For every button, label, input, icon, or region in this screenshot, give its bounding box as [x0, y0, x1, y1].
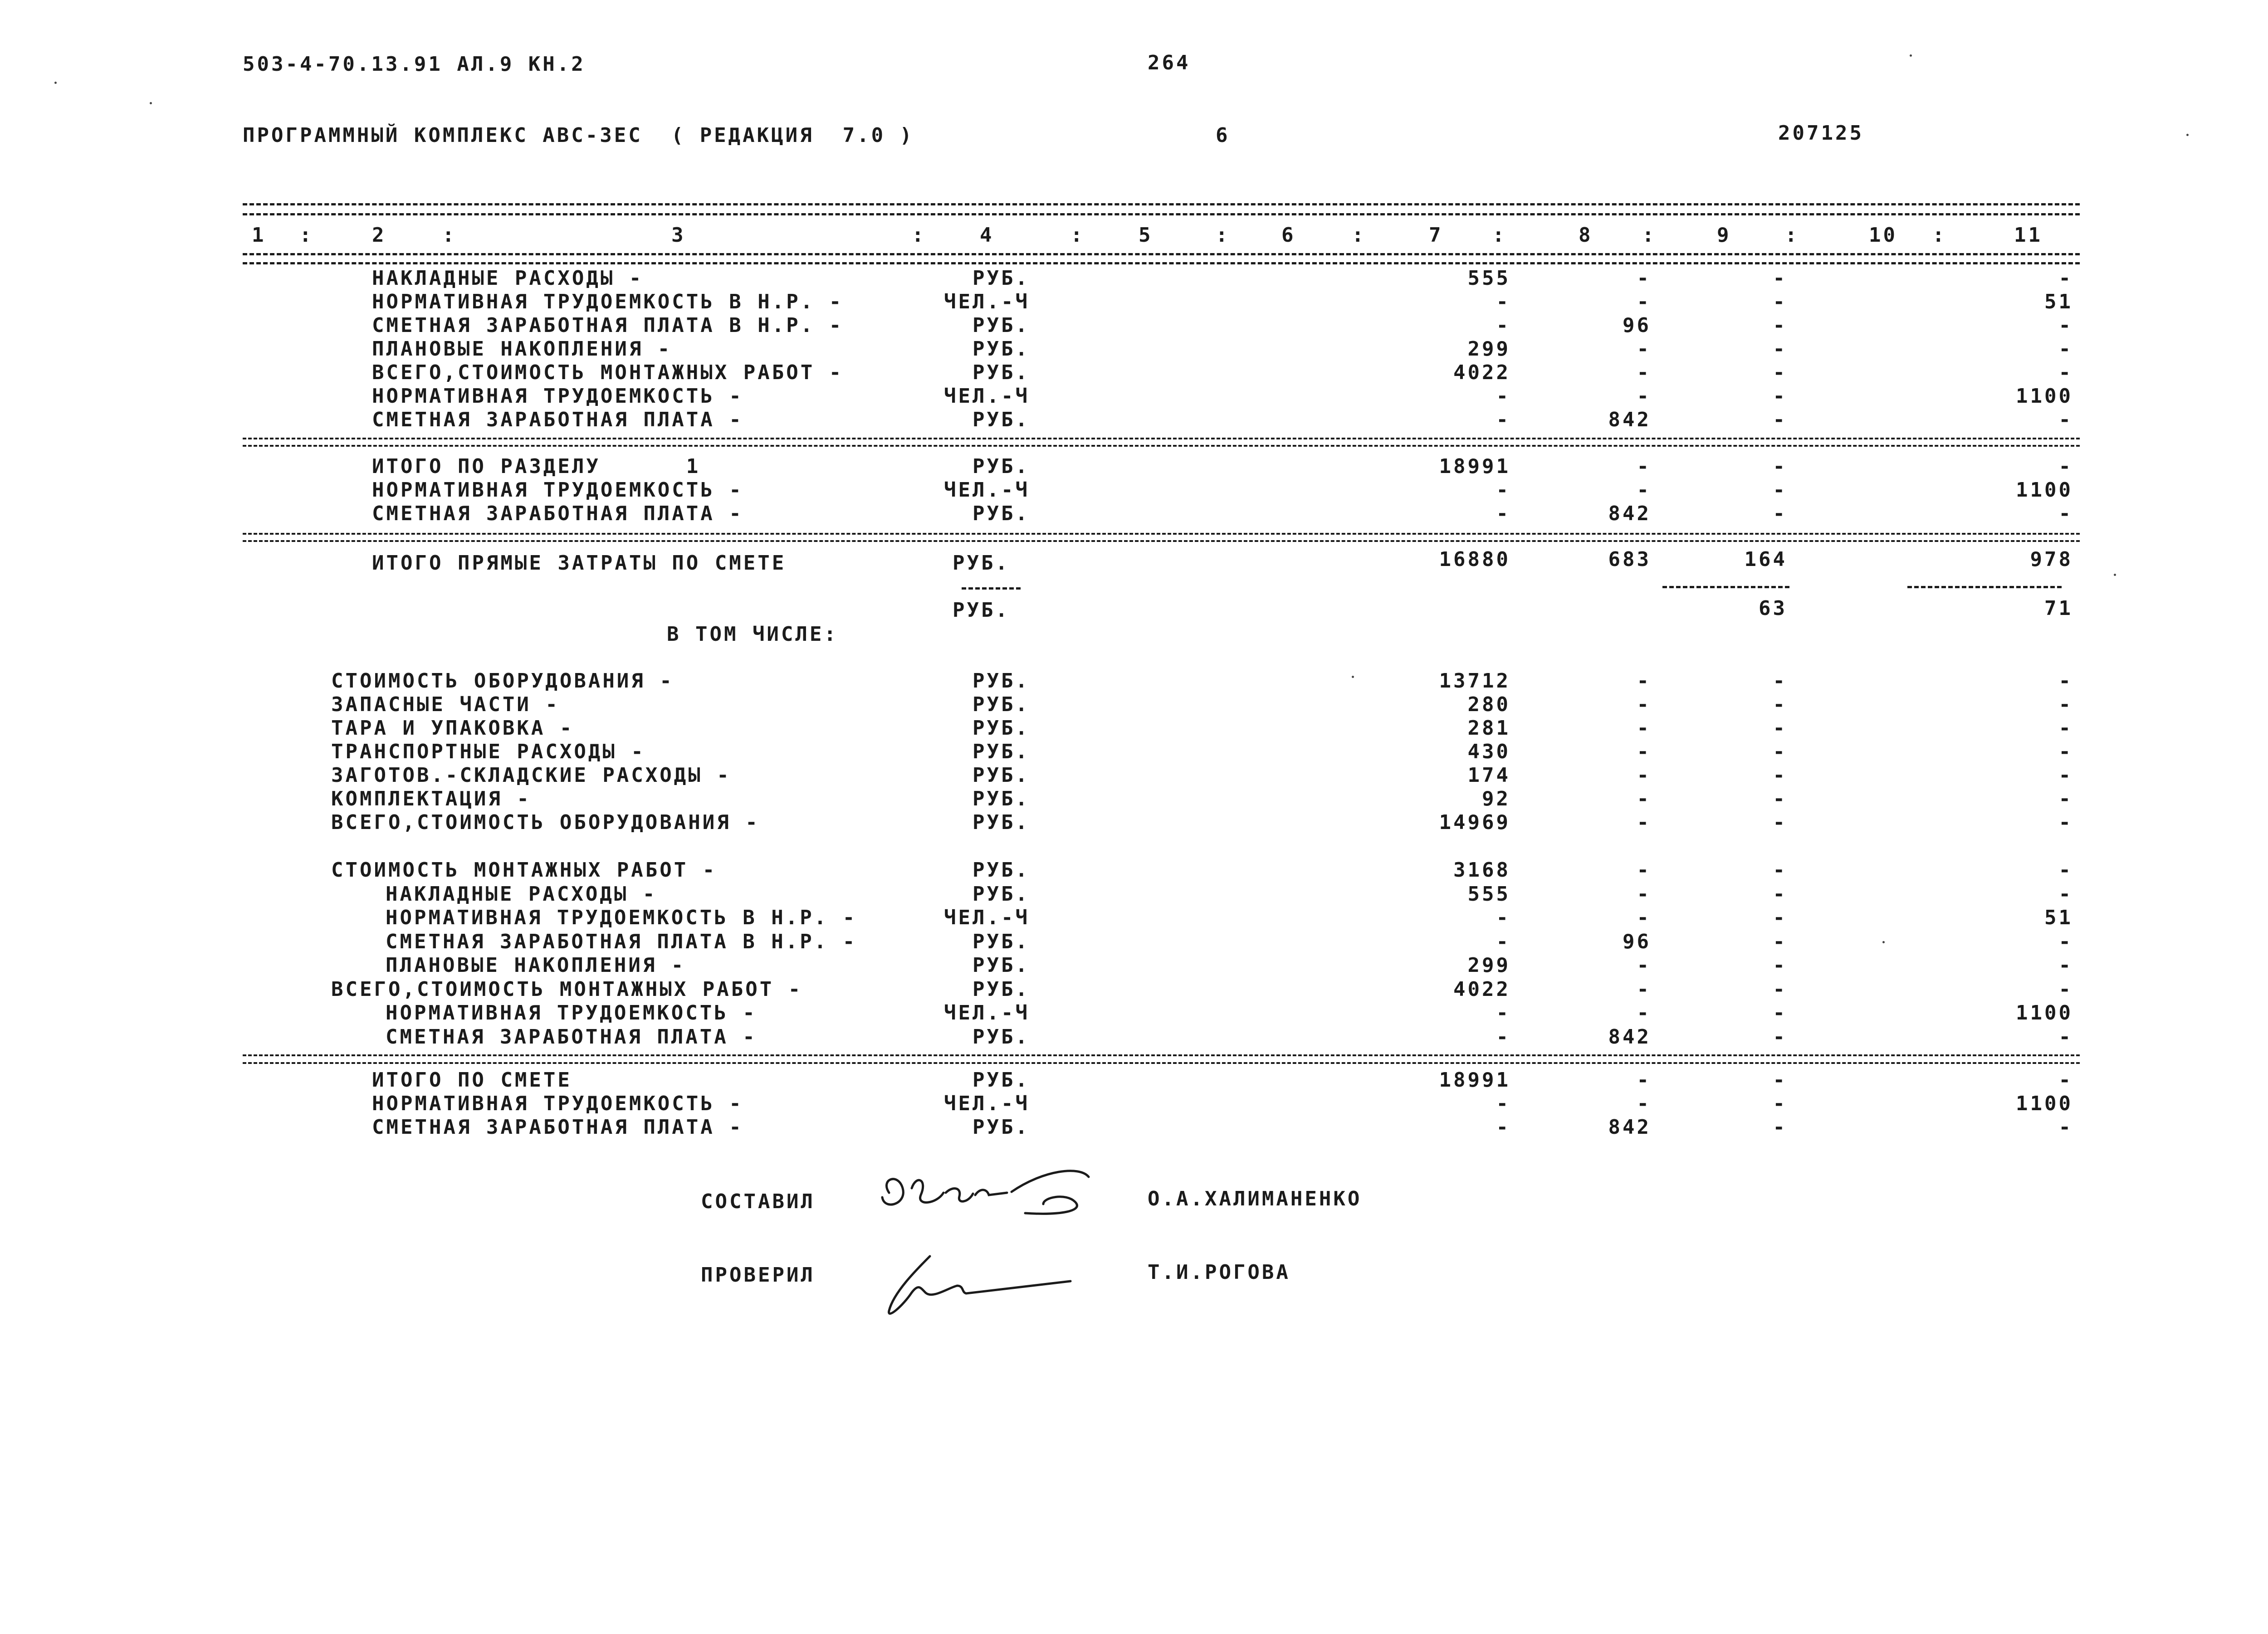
row-col8: - [1637, 385, 1651, 408]
row-col7: 280 [1467, 693, 1510, 716]
row-col8: - [1637, 290, 1651, 313]
direct-costs-rule-2 [243, 540, 2080, 542]
row-col11: - [2058, 882, 2073, 906]
row-col8: - [1637, 787, 1651, 810]
page-number: 264 [1148, 51, 1191, 74]
row-col11: - [2058, 314, 2073, 337]
row-label: СМЕТНАЯ ЗАРАБОТНАЯ ПЛАТА В Н.Р. - [386, 930, 857, 953]
column-header-1: 1 [252, 224, 266, 247]
header-rule-2 [243, 262, 2080, 264]
column-header-separator: : [1352, 224, 1366, 247]
scan-speck [1352, 676, 1354, 678]
row-col9: - [1773, 954, 1787, 977]
section-rule-1 [243, 438, 2080, 439]
row-unit: РУБ. [973, 858, 1030, 882]
estimate-rule-2 [243, 1062, 2080, 1064]
column-header-separator: : [1492, 224, 1507, 247]
top-rule-1 [243, 203, 2080, 205]
row-label: НОРМАТИВНАЯ ТРУДОЕМКОСТЬ - [386, 1001, 757, 1024]
row-unit: РУБ. [973, 740, 1030, 763]
row-col11: - [2058, 930, 2073, 953]
row-unit: РУБ. [973, 811, 1030, 834]
row-col9: - [1773, 906, 1787, 929]
row-col8: 842 [1608, 502, 1651, 525]
row-label: ТРАНСПОРТНЫЕ РАСХОДЫ - [331, 740, 645, 763]
row-col9: - [1773, 290, 1787, 313]
row-col7: 18991 [1439, 1068, 1510, 1092]
compiled-signature [871, 1161, 1107, 1229]
compiled-by-label: СОСТАВИЛ [701, 1190, 815, 1213]
row-col9: - [1773, 1001, 1787, 1024]
scan-speck [2186, 134, 2189, 136]
row-unit: РУБ. [973, 267, 1030, 290]
row-col11: 1100 [2016, 1001, 2073, 1024]
row-col7: 430 [1467, 740, 1510, 763]
row-label: ВСЕГО,СТОИМОСТЬ МОНТАЖНЫХ РАБОТ - [372, 361, 844, 384]
scan-speck [54, 82, 57, 84]
header-rule-1 [243, 253, 2080, 255]
direct-costs-label: ИТОГО ПРЯМЫЕ ЗАТРАТЫ ПО СМЕТЕ [372, 551, 787, 575]
row-label: ИТОГО ПО РАЗДЕЛУ 1 [372, 455, 701, 478]
row-col8: 842 [1608, 1116, 1651, 1139]
row-label: ЗАГОТОВ.-СКЛАДСКИЕ РАСХОДЫ - [331, 764, 731, 787]
column-header-8: 8 [1579, 224, 1593, 247]
row-label: НАКЛАДНЫЕ РАСХОДЫ - [372, 267, 644, 290]
row-unit: ЧЕЛ.-Ч [944, 478, 1030, 502]
row-col11: - [2058, 408, 2073, 431]
row-col8: - [1637, 693, 1651, 716]
row-label: СМЕТНАЯ ЗАРАБОТНАЯ ПЛАТА В Н.Р. - [372, 314, 844, 337]
row-unit: РУБ. [973, 1068, 1030, 1092]
row-label: НОРМАТИВНАЯ ТРУДОЕМКОСТЬ - [372, 385, 743, 408]
row-col7: - [1496, 930, 1510, 953]
row-col7: 3168 [1453, 858, 1510, 882]
row-unit: РУБ. [973, 882, 1030, 906]
section-rule-2 [243, 445, 2080, 447]
row-col9: - [1773, 1025, 1787, 1049]
row-col9: - [1773, 337, 1787, 361]
scan-speck [150, 102, 152, 104]
row-label: КОМПЛЕКТАЦИЯ - [331, 787, 531, 810]
including-label: В ТОМ ЧИСЛЕ: [667, 623, 838, 646]
row-col8: - [1637, 478, 1651, 502]
row-col9: - [1773, 717, 1787, 740]
row-col7: - [1496, 385, 1510, 408]
unit-dash [962, 587, 1021, 590]
row-col7: 13712 [1439, 669, 1510, 693]
row-col11: - [2058, 267, 2073, 290]
row-label: СМЕТНАЯ ЗАРАБОТНАЯ ПЛАТА - [372, 502, 743, 525]
row-col8: - [1637, 740, 1651, 763]
column-header-3: 3 [671, 224, 686, 247]
direct-costs-c9: 164 [1744, 548, 1787, 571]
row-col7: - [1496, 408, 1510, 431]
row-col11: - [2058, 669, 2073, 693]
row-col8: - [1637, 267, 1651, 290]
row-col9: - [1773, 764, 1787, 787]
row-unit: РУБ. [973, 669, 1030, 693]
row-col11: - [2058, 1116, 2073, 1139]
row-unit: ЧЕЛ.-Ч [944, 1001, 1030, 1024]
row-col11: - [2058, 1025, 2073, 1049]
row-col7: - [1496, 314, 1510, 337]
row-col7: 281 [1467, 717, 1510, 740]
row-col9: - [1773, 669, 1787, 693]
row-unit: ЧЕЛ.-Ч [944, 290, 1030, 313]
row-col8: 96 [1623, 314, 1651, 337]
column-header-separator: : [1070, 224, 1085, 247]
row-unit: РУБ. [973, 408, 1030, 431]
row-label: НОРМАТИВНАЯ ТРУДОЕМКОСТЬ - [372, 478, 743, 502]
column-header-separator: : [1642, 224, 1657, 247]
row-unit: ЧЕЛ.-Ч [944, 1092, 1030, 1115]
direct-costs-c8: 683 [1608, 548, 1651, 571]
row-col8: - [1637, 361, 1651, 384]
row-label: ПЛАНОВЫЕ НАКОПЛЕНИЯ - [372, 337, 672, 361]
row-col8: - [1637, 858, 1651, 882]
row-col8: 96 [1623, 930, 1651, 953]
row-unit: РУБ. [973, 930, 1030, 953]
row-col8: - [1637, 811, 1651, 834]
column-header-11: 11 [2014, 224, 2043, 247]
document-id: 207125 [1778, 122, 1864, 145]
row-col11: - [2058, 811, 2073, 834]
row-col7: 4022 [1453, 977, 1510, 1001]
direct-costs-c7: 16880 [1439, 548, 1510, 571]
row-col11: 1100 [2016, 478, 2073, 502]
row-col8: - [1637, 954, 1651, 977]
row-col11: - [2058, 740, 2073, 763]
row-col11: 1100 [2016, 1092, 2073, 1115]
row-col11: 51 [2044, 906, 2073, 929]
row-col7: 174 [1467, 764, 1510, 787]
row-unit: РУБ. [973, 693, 1030, 716]
column-header-separator: : [1216, 224, 1230, 247]
row-col11: - [2058, 764, 2073, 787]
row-col9: - [1773, 267, 1787, 290]
row-col7: - [1496, 1092, 1510, 1115]
row-unit: РУБ. [973, 717, 1030, 740]
row-col9: - [1773, 1116, 1787, 1139]
row-unit: РУБ. [973, 787, 1030, 810]
row-label: СТОИМОСТЬ МОНТАЖНЫХ РАБОТ - [331, 858, 717, 882]
row-unit: РУБ. [973, 502, 1030, 525]
checked-signature [875, 1243, 1084, 1324]
row-col8: - [1637, 455, 1651, 478]
direct-costs-c11-sub: 71 [2044, 597, 2073, 620]
checked-by-name: Т.И.РОГОВА [1148, 1261, 1290, 1284]
row-col9: - [1773, 361, 1787, 384]
row-col7: - [1496, 478, 1510, 502]
row-col9: - [1773, 858, 1787, 882]
row-col7: 299 [1467, 337, 1510, 361]
scan-speck [1910, 54, 1912, 57]
row-col8: - [1637, 717, 1651, 740]
row-col7: - [1496, 1001, 1510, 1024]
row-col7: - [1496, 1116, 1510, 1139]
row-label: СМЕТНАЯ ЗАРАБОТНАЯ ПЛАТА - [386, 1025, 757, 1049]
row-col9: - [1773, 455, 1787, 478]
row-col9: - [1773, 882, 1787, 906]
row-col7: 14969 [1439, 811, 1510, 834]
direct-costs-rule-1 [243, 533, 2080, 535]
row-col7: 555 [1467, 882, 1510, 906]
row-col8: - [1637, 882, 1651, 906]
row-col7: 18991 [1439, 455, 1510, 478]
row-col7: 555 [1467, 267, 1510, 290]
row-col7: - [1496, 906, 1510, 929]
row-col11: - [2058, 977, 2073, 1001]
row-col11: - [2058, 787, 2073, 810]
row-col11: - [2058, 337, 2073, 361]
row-label: ТАРА И УПАКОВКА - [331, 717, 574, 740]
row-col9: - [1773, 811, 1787, 834]
row-col8: 842 [1608, 408, 1651, 431]
row-label: СМЕТНАЯ ЗАРАБОТНАЯ ПЛАТА - [372, 408, 743, 431]
estimate-rule-1 [243, 1054, 2080, 1056]
row-col9: - [1773, 385, 1787, 408]
column-header-2: 2 [372, 224, 386, 247]
column-header-9: 9 [1717, 224, 1731, 247]
row-col11: - [2058, 455, 2073, 478]
row-label: НОРМАТИВНАЯ ТРУДОЕМКОСТЬ - [372, 1092, 743, 1115]
column-header-10: 10 [1869, 224, 1897, 247]
row-unit: ЧЕЛ.-Ч [944, 906, 1030, 929]
row-col9: - [1773, 1068, 1787, 1092]
row-col8: - [1637, 977, 1651, 1001]
column-header-5: 5 [1139, 224, 1153, 247]
row-col9: - [1773, 502, 1787, 525]
row-label: ВСЕГО,СТОИМОСТЬ ОБОРУДОВАНИЯ - [331, 811, 760, 834]
row-label: НОРМАТИВНАЯ ТРУДОЕМКОСТЬ В Н.Р. - [372, 290, 844, 313]
row-label: ВСЕГО,СТОИМОСТЬ МОНТАЖНЫХ РАБОТ - [331, 977, 803, 1001]
row-col11: - [2058, 954, 2073, 977]
column-header-separator: : [912, 224, 926, 247]
column-header-separator: : [442, 224, 457, 247]
row-unit: РУБ. [973, 954, 1030, 977]
scan-speck [2114, 574, 2116, 576]
row-label: НОРМАТИВНАЯ ТРУДОЕМКОСТЬ В Н.Р. - [386, 906, 857, 929]
row-col7: 4022 [1453, 361, 1510, 384]
direct-costs-unit: РУБ. [953, 551, 1010, 575]
row-col9: - [1773, 977, 1787, 1001]
row-col9: - [1773, 693, 1787, 716]
row-col8: - [1637, 337, 1651, 361]
row-unit: РУБ. [973, 337, 1030, 361]
row-col11: - [2058, 1068, 2073, 1092]
row-col8: - [1637, 906, 1651, 929]
c11-subtotal-dash [1907, 586, 2062, 588]
row-col11: - [2058, 502, 2073, 525]
row-unit: РУБ. [973, 1116, 1030, 1139]
row-col9: - [1773, 314, 1787, 337]
row-unit: РУБ. [973, 1025, 1030, 1049]
checked-by-label: ПРОВЕРИЛ [701, 1263, 815, 1287]
row-col8: - [1637, 1092, 1651, 1115]
row-col8: - [1637, 764, 1651, 787]
top-rule-2 [243, 213, 2080, 215]
row-col9: - [1773, 930, 1787, 953]
row-unit: РУБ. [973, 977, 1030, 1001]
row-label: СТОИМОСТЬ ОБОРУДОВАНИЯ - [331, 669, 674, 693]
row-col8: 842 [1608, 1025, 1651, 1049]
row-col7: 92 [1482, 787, 1510, 810]
column-header-separator: : [1785, 224, 1799, 247]
row-col7: - [1496, 290, 1510, 313]
row-col8: - [1637, 669, 1651, 693]
row-label: ПЛАНОВЫЕ НАКОПЛЕНИЯ - [386, 954, 686, 977]
row-label: ИТОГО ПО СМЕТЕ [372, 1068, 572, 1092]
row-col9: - [1773, 787, 1787, 810]
column-header-4: 4 [980, 224, 994, 247]
row-col9: - [1773, 740, 1787, 763]
row-col11: - [2058, 693, 2073, 716]
row-col11: - [2058, 361, 2073, 384]
row-unit: РУБ. [973, 764, 1030, 787]
scan-speck [1882, 941, 1885, 943]
row-col11: - [2058, 858, 2073, 882]
compiled-by-name: О.А.ХАЛИМАНЕНКО [1148, 1187, 1362, 1210]
row-col11: - [2058, 717, 2073, 740]
column-header-separator: : [1932, 224, 1947, 247]
direct-costs-c11: 978 [2030, 548, 2073, 571]
row-label: НАКЛАДНЫЕ РАСХОДЫ - [386, 882, 657, 906]
column-header-separator: : [299, 224, 314, 247]
row-label: ЗАПАСНЫЕ ЧАСТИ - [331, 693, 560, 716]
c9-subtotal-dash [1662, 586, 1789, 588]
row-col8: - [1637, 1068, 1651, 1092]
row-unit: РУБ. [973, 455, 1030, 478]
row-col7: - [1496, 502, 1510, 525]
direct-costs-unit-2: РУБ. [953, 599, 1010, 622]
row-col11: 51 [2044, 290, 2073, 313]
row-unit: ЧЕЛ.-Ч [944, 385, 1030, 408]
row-col8: - [1637, 1001, 1651, 1024]
row-col9: - [1773, 408, 1787, 431]
column-header-6: 6 [1281, 224, 1296, 247]
row-col9: - [1773, 1092, 1787, 1115]
direct-costs-c9-sub: 63 [1759, 597, 1787, 620]
row-col7: - [1496, 1025, 1510, 1049]
row-col9: - [1773, 478, 1787, 502]
row-unit: РУБ. [973, 314, 1030, 337]
row-col7: 299 [1467, 954, 1510, 977]
column-header-7: 7 [1429, 224, 1443, 247]
row-label: СМЕТНАЯ ЗАРАБОТНАЯ ПЛАТА - [372, 1116, 743, 1139]
section-number: 6 [1216, 124, 1230, 147]
row-unit: РУБ. [973, 361, 1030, 384]
document-code: 503-4-70.13.91 АЛ.9 КН.2 [243, 53, 586, 76]
row-col11: 1100 [2016, 385, 2073, 408]
program-title: ПРОГРАММНЫЙ КОМПЛЕКС АВС-3ЕС ( РЕДАКЦИЯ 7.0 ) [243, 124, 914, 147]
